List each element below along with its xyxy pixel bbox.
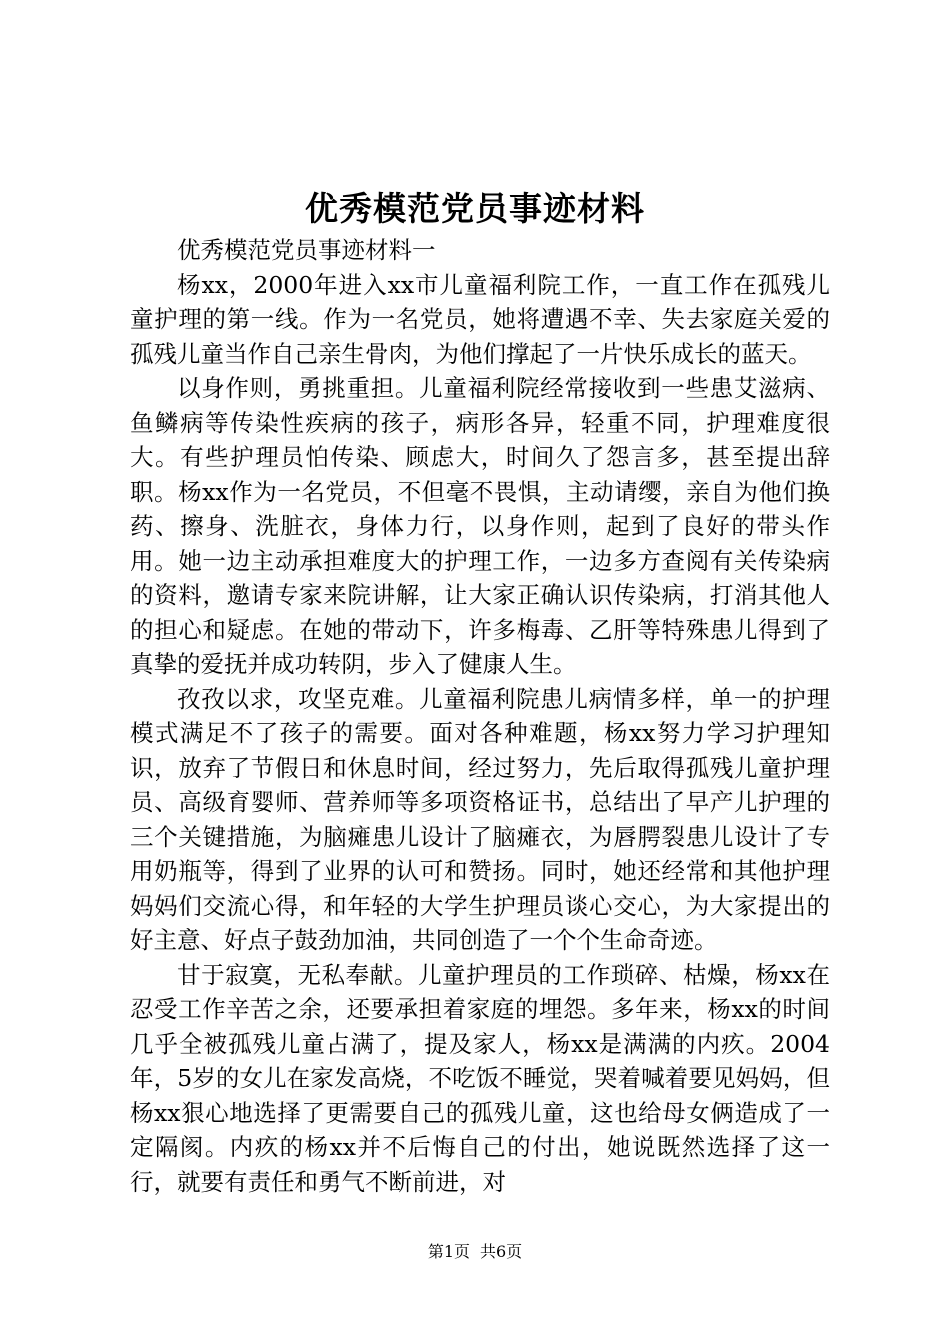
- body-paragraph-lead-by-example: 以身作则，勇挑重担。儿童福利院经常接收到一些患艾滋病、鱼鳞病等传染性疾病的孩子，病形各异，轻重不同，护理难度很大。有些护理员怕传染、顾虑大，时间久了怨言多，甚至提出辞职。杨xx作为一名党员，不但毫不畏惧，主动请缨，亲自为他们换药、擦身、洗脏衣，身体力行，以身作则，起到了良好的带头作用。她一边主动承担难度大的护理工作，一边多方查阅有关传染病的资料，邀请专家来院讲解，让大家正确认识传染病，打消其他人的担心和疑虑。在她的带动下，许多梅毒、乙肝等特殊患儿得到了真挚的爱抚并成功转阴，步入了健康人生。: [130, 374, 830, 678]
- page-footer: [0, 1240, 950, 1264]
- page-number-current: 第1页: [427, 1242, 470, 1261]
- body-paragraph-intro: 杨xx，2000年进入xx市儿童福利院工作，一直工作在孤残儿童护理的第一线。作为一名党员，她将遭遇不幸、失去家庭关爱的孤残儿童当作自己亲生骨肉，为他们撑起了一片快乐成长的蓝天。: [130, 270, 830, 368]
- document-title: 优秀模范党员事迹材料: [305, 189, 645, 228]
- document-subtitle: 优秀模范党员事迹材料一: [177, 236, 436, 264]
- body-paragraph-selfless-dedication: 甘于寂寞，无私奉献。儿童护理员的工作琐碎、枯燥，杨xx在忍受工作辛苦之余，还要承担着家庭的埋怨。多年来，杨xx的时间几乎全被孤残儿童占满了，提及家人，杨xx是满满的内疚。2004年，5岁的女儿在家发高烧，不吃饭不睡觉，哭着喊着要见妈妈，但杨xx狠心地选择了更需要自己的孤残儿童，这也给母女俩造成了一定隔阂。内疚的杨xx并不后悔自己的付出，她说既然选择了这一行，就要有责任和勇气不断前进，对: [130, 960, 830, 1196]
- page-number-total: 共6页: [480, 1242, 523, 1261]
- body-paragraph-overcome-difficulties: 孜孜以求，攻坚克难。儿童福利院患儿病情多样，单一的护理模式满足不了孩子的需要。面对各种难题，杨xx努力学习护理知识，放弃了节假日和休息时间，经过努力，先后取得孤残儿童护理员、高级育婴师、营养师等多项资格证书，总结出了早产儿护理的三个关键措施，为脑瘫患儿设计了脑瘫衣，为唇腭裂患儿设计了专用奶瓶等，得到了业界的认可和赞扬。同时，她还经常和其他护理妈妈们交流心得，和年轻的大学生护理员谈心交心，为大家提出的好主意、好点子鼓劲加油，共同创造了一个个生命奇迹。: [130, 684, 830, 954]
- document-body: [130, 233, 830, 1199]
